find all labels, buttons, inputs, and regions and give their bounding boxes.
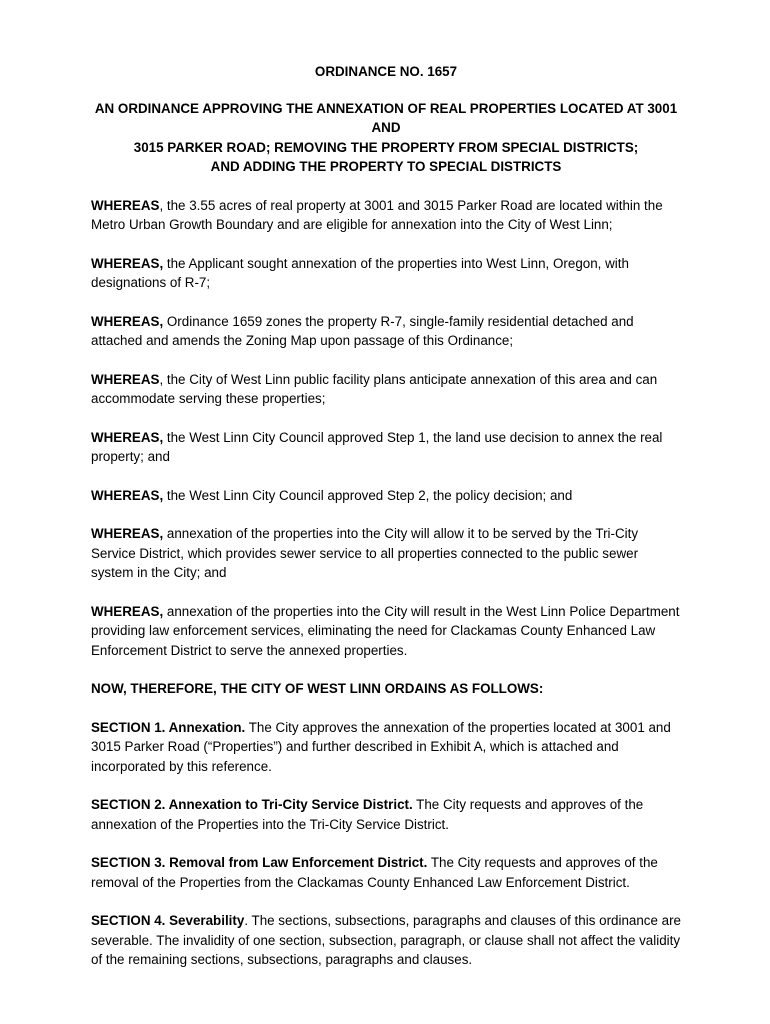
whereas-text: , the 3.55 acres of real property at 3001 and 3015 Parker Road are located within the Metro Urban Growth Boundary and are eligible for annexation into the City of West Linn;	[91, 197, 663, 232]
whereas-lead: WHEREAS,	[91, 429, 164, 445]
whereas-lead: WHEREAS,	[91, 313, 164, 329]
whereas-lead: WHEREAS,	[91, 526, 164, 541]
ordinance-title: ORDINANCE NO. 1657	[314, 64, 458, 79]
document-page	[91, 62, 681, 989]
whereas-lead: WHEREAS,	[91, 255, 164, 271]
section-3	[91, 853, 681, 892]
section-text: The City requests and approves of the removal of the Properties from the Clackamas County Enhanced Law Enforcement District.	[91, 855, 658, 890]
whereas-text: Ordinance 1659 zones the property R-7, single-family residential detached and attached and amends the Zoning Map upon passage of this Ordinance;	[91, 313, 634, 348]
subtitle-line-3: AND ADDING THE PROPERTY TO SPECIAL DISTRICTS	[210, 159, 562, 174]
section-1	[91, 718, 681, 777]
whereas-paragraph-3	[91, 312, 681, 351]
whereas-paragraph-1	[91, 196, 681, 235]
whereas-lead: WHEREAS,	[91, 603, 164, 619]
whereas-text: , the City of West Linn public facility plans anticipate annexation of this area and can accommodate serving these properties;	[91, 371, 658, 406]
section-heading: SECTION 4. Severability	[91, 913, 245, 928]
ordains-statement: NOW, THEREFORE, THE CITY OF WEST LINN ORDAINS AS FOLLOWS:	[91, 681, 544, 696]
whereas-paragraph-4	[91, 370, 681, 409]
section-2	[91, 795, 681, 834]
subtitle-line-2: 3015 PARKER ROAD; REMOVING THE PROPERTY FROM SPECIAL DISTRICTS;	[133, 139, 639, 155]
whereas-text: the West Linn City Council approved Step 1, the land use decision to annex the real property; and	[91, 429, 663, 464]
whereas-text: annexation of the properties into the City will allow it to be served by the Tri-City Service District, which provides sewer service to all properties connected to the public sewer system in the City; and	[91, 526, 639, 580]
whereas-text: the West Linn City Council approved Step 2, the policy decision; and	[163, 487, 573, 503]
section-text: The City requests and approves of the annexation of the Properties into the Tri-City Service District.	[91, 797, 644, 832]
whereas-text: the Applicant sought annexation of the properties into West Linn, Oregon, with designations of R-7;	[91, 255, 629, 290]
section-heading: SECTION 2. Annexation to Tri-City Service District.	[91, 797, 413, 812]
ordinance-subtitle	[91, 99, 681, 177]
whereas-paragraph-5	[91, 428, 681, 467]
section-heading: SECTION 1. Annexation.	[91, 719, 246, 735]
whereas-paragraph-7	[91, 524, 681, 583]
whereas-paragraph-6	[91, 486, 681, 506]
section-4	[91, 911, 681, 970]
whereas-lead: WHEREAS,	[91, 487, 164, 503]
whereas-lead: WHEREAS	[91, 371, 160, 387]
whereas-paragraph-2	[91, 254, 681, 293]
section-text: . The sections, subsections, paragraphs and clauses of this ordinance are severable. The invalidity of one section, subsection, paragraph, or clause shall not affect the validity of the remaining sections, subsections, paragraphs and clauses.	[91, 913, 682, 967]
section-heading: SECTION 3. Removal from Law Enforcement District.	[91, 855, 428, 870]
whereas-paragraph-8	[91, 602, 681, 661]
whereas-lead: WHEREAS	[91, 197, 160, 213]
subtitle-line-1: AN ORDINANCE APPROVING THE ANNEXATION OF REAL PROPERTIES LOCATED AT 3001 AND	[94, 100, 678, 135]
whereas-text: annexation of the properties into the City will result in the West Linn Police Department providing law enforcement services, eliminating the need for Clackamas County Enhanced Law Enforcement District to serve the annexed properties.	[91, 603, 680, 658]
section-text: The City approves the annexation of the properties located at 3001 and 3015 Parker Road (“Properties”) and further described in Exhibit A, which is attached and incorporated by this reference.	[91, 719, 671, 774]
